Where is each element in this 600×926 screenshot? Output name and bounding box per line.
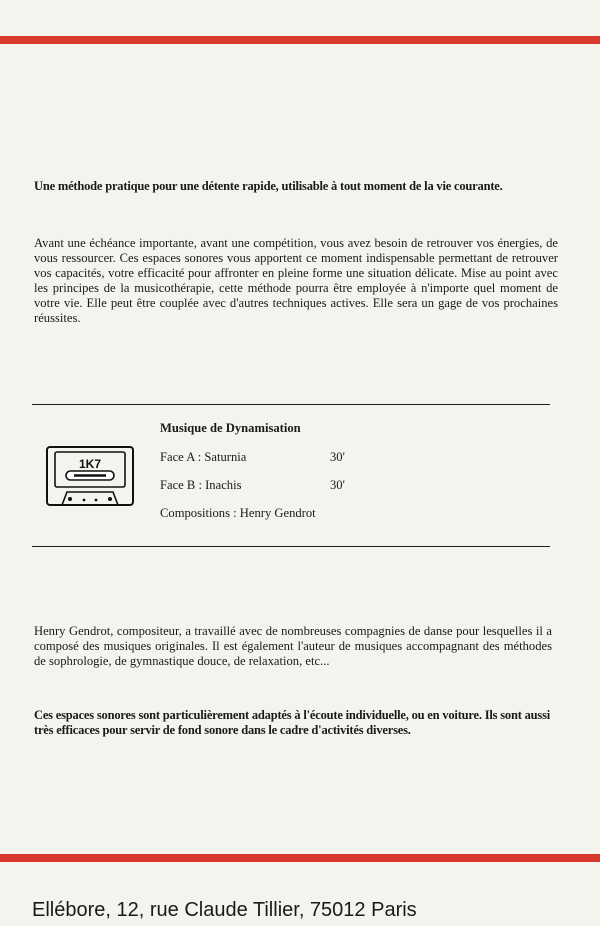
bottom-divider [32, 546, 550, 547]
publisher-address: Ellébore, 12, rue Claude Tillier, 75012 Paris [32, 899, 417, 921]
closing-statement: Ces espaces sonores sont particulièrement adaptés à l'écoute individuelle, ou en voiture. Ils sont aussi très efficaces pour servir de fond sonore dans le cadre d'activités diverses. [34, 708, 551, 737]
tagline: Une méthode pratique pour une détente rapide, utilisable à tout moment de la vie courante. [34, 179, 503, 193]
face-b-title: Face B : Inachis [160, 478, 242, 492]
top-divider [32, 404, 550, 405]
bottom-red-band [0, 854, 600, 862]
composer-bio: Henry Gendrot, compositeur, a travaillé avec de nombreuses compagnies de danse pour lesquelles il a composé des musiques originales. Il est également l'auteur de musiques accompagnant des méthodes de sophrologie, de gymnastique douce, de relaxation, etc... [34, 624, 552, 668]
cassette-label: 1K7 [78, 457, 102, 471]
album-title: Musique de Dynamisation [160, 421, 301, 435]
top-red-band [0, 36, 600, 44]
face-a-title: Face A : Saturnia [160, 450, 247, 464]
face-a-duration: 30' [330, 450, 345, 464]
cassette-icon [46, 446, 134, 506]
intro-paragraph: Avant une échéance importante, avant une compétition, vous avez besoin de retrouver vos énergies, de vous ressourcer. Ces espaces sonores vous apportent ce moment indispensable permettant de retrouver vos capacités, votre efficacité pour affronter en pleine forme une situation délicate. Mise au point avec les principes de la musicothérapie, cette méthode pourra être employée à n'importe quel moment de votre vie. Elle peut être couplée avec d'autres techniques actives. Elle sera un gage de vos prochaines réussites. [34, 236, 558, 325]
compositions-credit: Compositions : Henry Gendrot [160, 506, 316, 520]
face-b-duration: 30' [330, 478, 345, 492]
